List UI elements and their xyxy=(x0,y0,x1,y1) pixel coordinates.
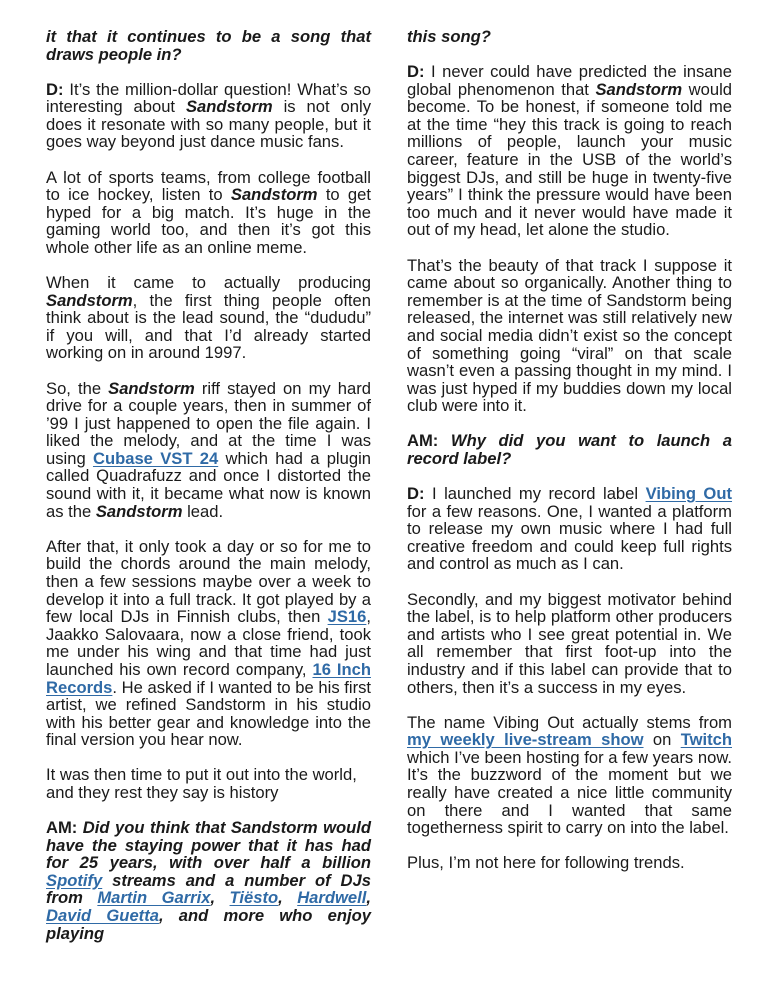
link-cubase-vst-24[interactable]: Cubase VST 24 xyxy=(92,448,219,468)
link-martin-garrix[interactable]: Martin Garrix xyxy=(97,888,211,908)
right-column xyxy=(407,28,732,994)
question-continuation: this song? xyxy=(407,27,491,46)
song-title: Sandstorm xyxy=(95,501,183,521)
song-title: Sandstorm xyxy=(230,185,318,205)
speaker-label: AM: xyxy=(46,818,78,838)
paragraph: A lot of sports teams, from college football to ice hockey, listen to Sandstorm to get hyped for a big match. It’s huge in the gaming world too, and then it’s got this whole other life as an online meme. xyxy=(46,167,371,257)
left-column xyxy=(46,28,371,994)
link-16-inch-records[interactable]: 16 Inch Records xyxy=(46,659,371,697)
paragraph: Plus, I’m not here for following trends. xyxy=(407,853,685,873)
link-tiesto[interactable]: Tiësto xyxy=(229,888,279,908)
link-david-guetta[interactable]: David Guetta xyxy=(46,906,159,926)
paragraph: After that, it only took a day or so for me to build the chords around the main melody, then a few sessions maybe over a week to develop it into a full track. It got played by a few local DJs in Finnish clubs, then JS16, Jaakko Salovaara, now a close friend, took me under his wing and that time had just launched his own record company, 16 Inch Records. He asked if I wanted to be his first artist, we refined Sandstorm in his studio with his better gear and knowledge into the final version you hear now. xyxy=(46,536,371,750)
answer-paragraph: D: I never could have predicted the insane global phenomenon that Sandstorm would become. To be honest, if someone told me at the time “hey this track is going to reach millions of people, launch your music career, feature in the USB of the world’s biggest DJs, and still be huge in twenty-five years” I think the pressure would have been too much and it never would have made it out of my head, let alone the studio. xyxy=(407,62,732,240)
speaker-label: D: xyxy=(407,62,425,82)
link-live-stream-show[interactable]: my weekly live-stream show xyxy=(407,730,644,750)
song-title: Sandstorm xyxy=(108,378,195,398)
speaker-label: D: xyxy=(46,79,64,99)
link-js16[interactable]: JS16 xyxy=(327,607,367,627)
answer-paragraph: D: It’s the million-dollar question! What’s so interesting about Sandstorm is not only does it resonate with so many people, but it goes way beyond just dance music fans. xyxy=(46,79,371,152)
speaker-label: D: xyxy=(407,484,425,504)
link-spotify[interactable]: Spotify xyxy=(46,870,103,890)
song-title: Sandstorm xyxy=(185,97,273,117)
link-vibing-out[interactable]: Vibing Out xyxy=(645,484,733,504)
paragraph: Secondly, and my biggest motivator behind the label, is to help platform other producers and artists who I see great potential in. We all remember that first foot-up into the industry and if this label can provide that to others, then it’s a success in my eyes. xyxy=(407,589,732,697)
paragraph: It was then time to put it out into the world, and they rest they say is history xyxy=(46,765,357,802)
speaker-label: AM: xyxy=(407,431,439,451)
link-hardwell[interactable]: Hardwell xyxy=(297,888,367,908)
paragraph: The name Vibing Out actually stems from my weekly live-stream show on Twitch which I’ve been hosting for a few years now. It’s the buzzword of the moment but we really have created a nice little community on there and I wanted that same togetherness spirit to carry on into the label. xyxy=(407,712,732,838)
paragraph: So, the Sandstorm riff stayed on my hard drive for a couple years, then in summer of ’99 I just happened to open the file again. I liked the melody, and at the time I was using Cubase VST 24 which had a plugin called Quadrafuzz and once I distorted the sound with it, it became what now is known as the Sandstorm lead. xyxy=(46,378,371,521)
link-twitch[interactable]: Twitch xyxy=(680,730,732,750)
song-title: Sandstorm xyxy=(46,290,133,310)
paragraph: That’s the beauty of that track I suppose it came about so organically. Another thing to remember is at the time of Sandstorm being released, the internet was still relatively new and social media didn’t exist so the concept of something going “viral” on that scale wasn’t even a passing thought in my mind. I was just hyped if my buddies down my local club were into it. xyxy=(407,255,732,416)
song-title: Sandstorm xyxy=(595,79,683,99)
question-paragraph: AM: Did you think that Sandstorm would have the staying power that it has had for 25 years, with over half a billion Spotify streams and a number of DJs from Martin Garrix, Tiësto, Hardwell, David Guetta, and more who enjoy playing xyxy=(46,818,371,943)
paragraph: When it came to actually producing Sandstorm, the first thing people often think about is the lead sound, the “dududu” if you will, and that I’d already started working on in around 1997. xyxy=(46,273,371,363)
question-continuation: it that it continues to be a song that draws people in? xyxy=(46,27,371,64)
answer-paragraph: D: I launched my record label Vibing Out for a few reasons. One, I wanted a platform to release my own music where I had full creative freedom and could keep full rights and control as much as I can. xyxy=(407,484,733,574)
question-paragraph: AM: Why did you want to launch a record label? xyxy=(407,431,732,468)
